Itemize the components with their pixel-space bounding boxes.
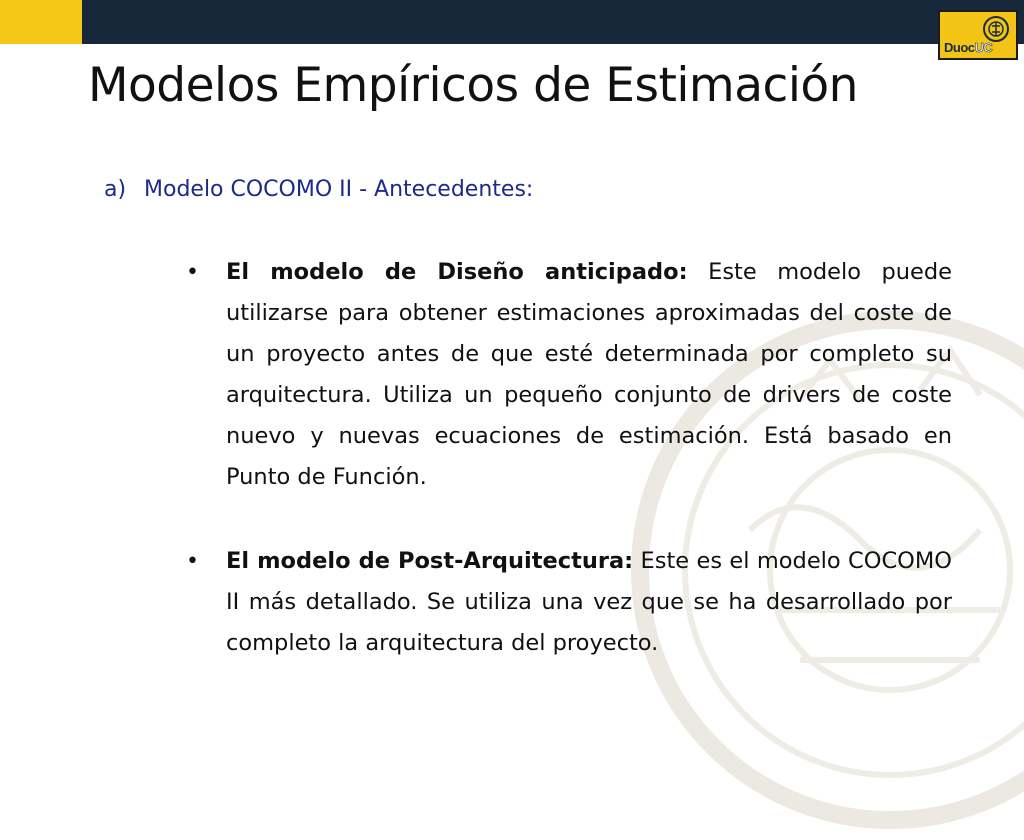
bullet-design-model-text: Este modelo puede utilizarse para obtener estimaciones aproximadas del coste de un proyecto antes de que esté determinada por completo su arquitectura. Utiliza un pequeño conjunto de drivers de coste nuevo y nuevas ecuaciones de estimación. Está basado en Punto de Función. <box>226 259 953 490</box>
slide-title: Modelos Empíricos de Estimación <box>88 58 858 113</box>
bullet-list <box>186 252 952 707</box>
section-subheading <box>104 177 533 202</box>
bullet-design-model-heading: El modelo de Diseño anticipado: <box>226 259 688 285</box>
duoc-uc-logo <box>938 10 1018 60</box>
bullet-post-architecture-heading: El modelo de Post-Arquitectura: <box>226 548 634 574</box>
bullet-post-architecture-text: Este es el modelo COCOMO II más detallado. Se utiliza una vez que se ha desarrollado por completo la arquitectura del proyecto. <box>226 548 952 656</box>
logo-wordmark: DuocUC <box>944 40 993 55</box>
subheading-text: Modelo COCOMO II - Antecedentes: <box>144 177 534 202</box>
header-bar <box>0 0 1024 44</box>
bullet-post-architecture-model <box>186 541 952 664</box>
header-accent-block <box>0 0 82 44</box>
subheading-marker: a) <box>104 177 127 202</box>
bullet-design-model <box>186 252 952 498</box>
